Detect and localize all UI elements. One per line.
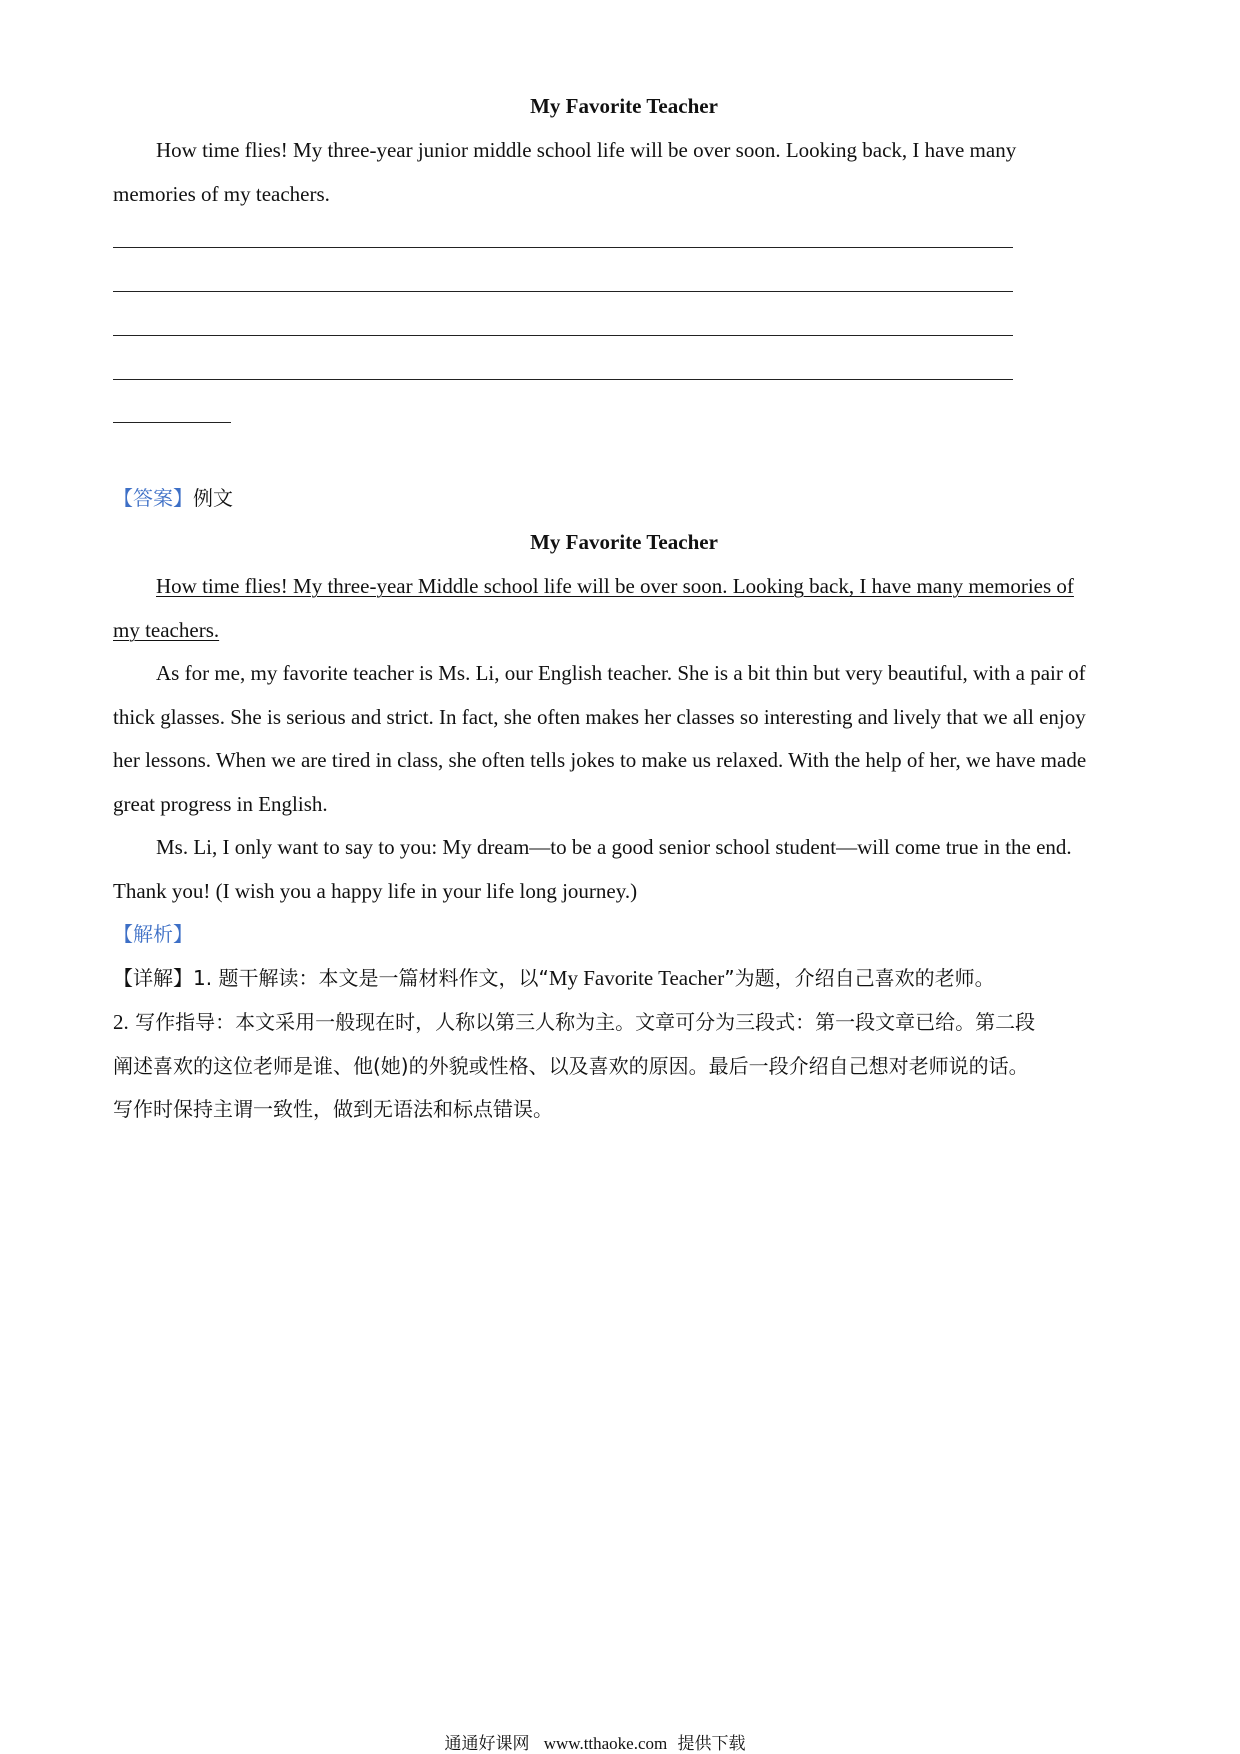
- analysis-detail-part-c: ”为题，介绍自己喜欢的老师。: [724, 966, 995, 990]
- answer-p2-line-1: As for me, my favorite teacher is Ms. Li, our English teacher. She is a bit thin but very beautiful, with a pair of: [156, 661, 1086, 685]
- question-intro-line-2: memories of my teachers.: [113, 182, 330, 206]
- document-page: [113, 0, 1135, 1754]
- answer-label-suffix: 例文: [193, 486, 233, 510]
- answer-p1-line-2: my teachers.: [113, 618, 220, 642]
- question-intro-line-1: How time flies! My three-year junior middle school life will be over soon. Looking back, I have many: [156, 138, 1017, 162]
- answer-blank-line-2: [113, 291, 1013, 292]
- answer-blank-line-1: [113, 247, 1013, 248]
- analysis-line-2: [113, 1008, 1035, 1036]
- answer-blank-line-5: [113, 422, 231, 423]
- answer-p2-line-4: great progress in English.: [113, 792, 328, 816]
- analysis-detail-part-a: 1. 题干解读：本文是一篇材料作文，以“: [193, 966, 549, 990]
- answer-p2-line-3: her lessons. When we are tired in class, she often tells jokes to make us relaxed. With the help of her, we have made: [113, 748, 1087, 772]
- answer-label: 【答案】: [113, 486, 193, 510]
- analysis-label: 【解析】: [113, 922, 193, 946]
- answer-blank-line-4: [113, 379, 1013, 380]
- question-title: My Favorite Teacher: [530, 94, 718, 118]
- answer-title: My Favorite Teacher: [530, 530, 718, 554]
- answer-p3-line-1: Ms. Li, I only want to say to you: My dream—to be a good senior school student—will come true in the end.: [156, 835, 1072, 859]
- analysis-detail-label: 【详解】: [113, 966, 193, 990]
- answer-p2-line-2: thick glasses. She is serious and strict. In fact, she often makes her classes so interesting and lively that we all enjoy: [113, 705, 1086, 729]
- answer-blank-line-3: [113, 335, 1013, 336]
- footer-site-name: 通通好课网: [444, 1734, 530, 1754]
- analysis-line-4: 写作时保持主谓一致性，做到无语法和标点错误。: [113, 1097, 553, 1121]
- page-footer: [0, 1729, 1215, 1754]
- answer-heading: [113, 484, 233, 512]
- footer-url[interactable]: www.tthaoke.com: [543, 1734, 668, 1753]
- footer-suffix: 提供下载: [677, 1734, 746, 1754]
- analysis-line-2-number: 2.: [113, 1010, 129, 1034]
- analysis-detail-part-b: My Favorite Teacher: [548, 966, 725, 990]
- analysis-line-3: 阐述喜欢的这位老师是谁、他(她)的外貌或性格、以及喜欢的原因。最后一段介绍自己想对老师说的话。: [113, 1054, 1029, 1078]
- analysis-line-2-text: 写作指导：本文采用一般现在时，人称以第三人称为主。文章可分为三段式：第一段文章已给。第二段: [128, 1010, 1036, 1034]
- analysis-detail-line-1: [113, 964, 995, 992]
- answer-p3-line-2: Thank you! (I wish you a happy life in your life long journey.): [113, 879, 638, 903]
- answer-p1-line-1: How time flies! My three-year Middle school life will be over soon. Looking back, I have many memories of: [156, 574, 1074, 598]
